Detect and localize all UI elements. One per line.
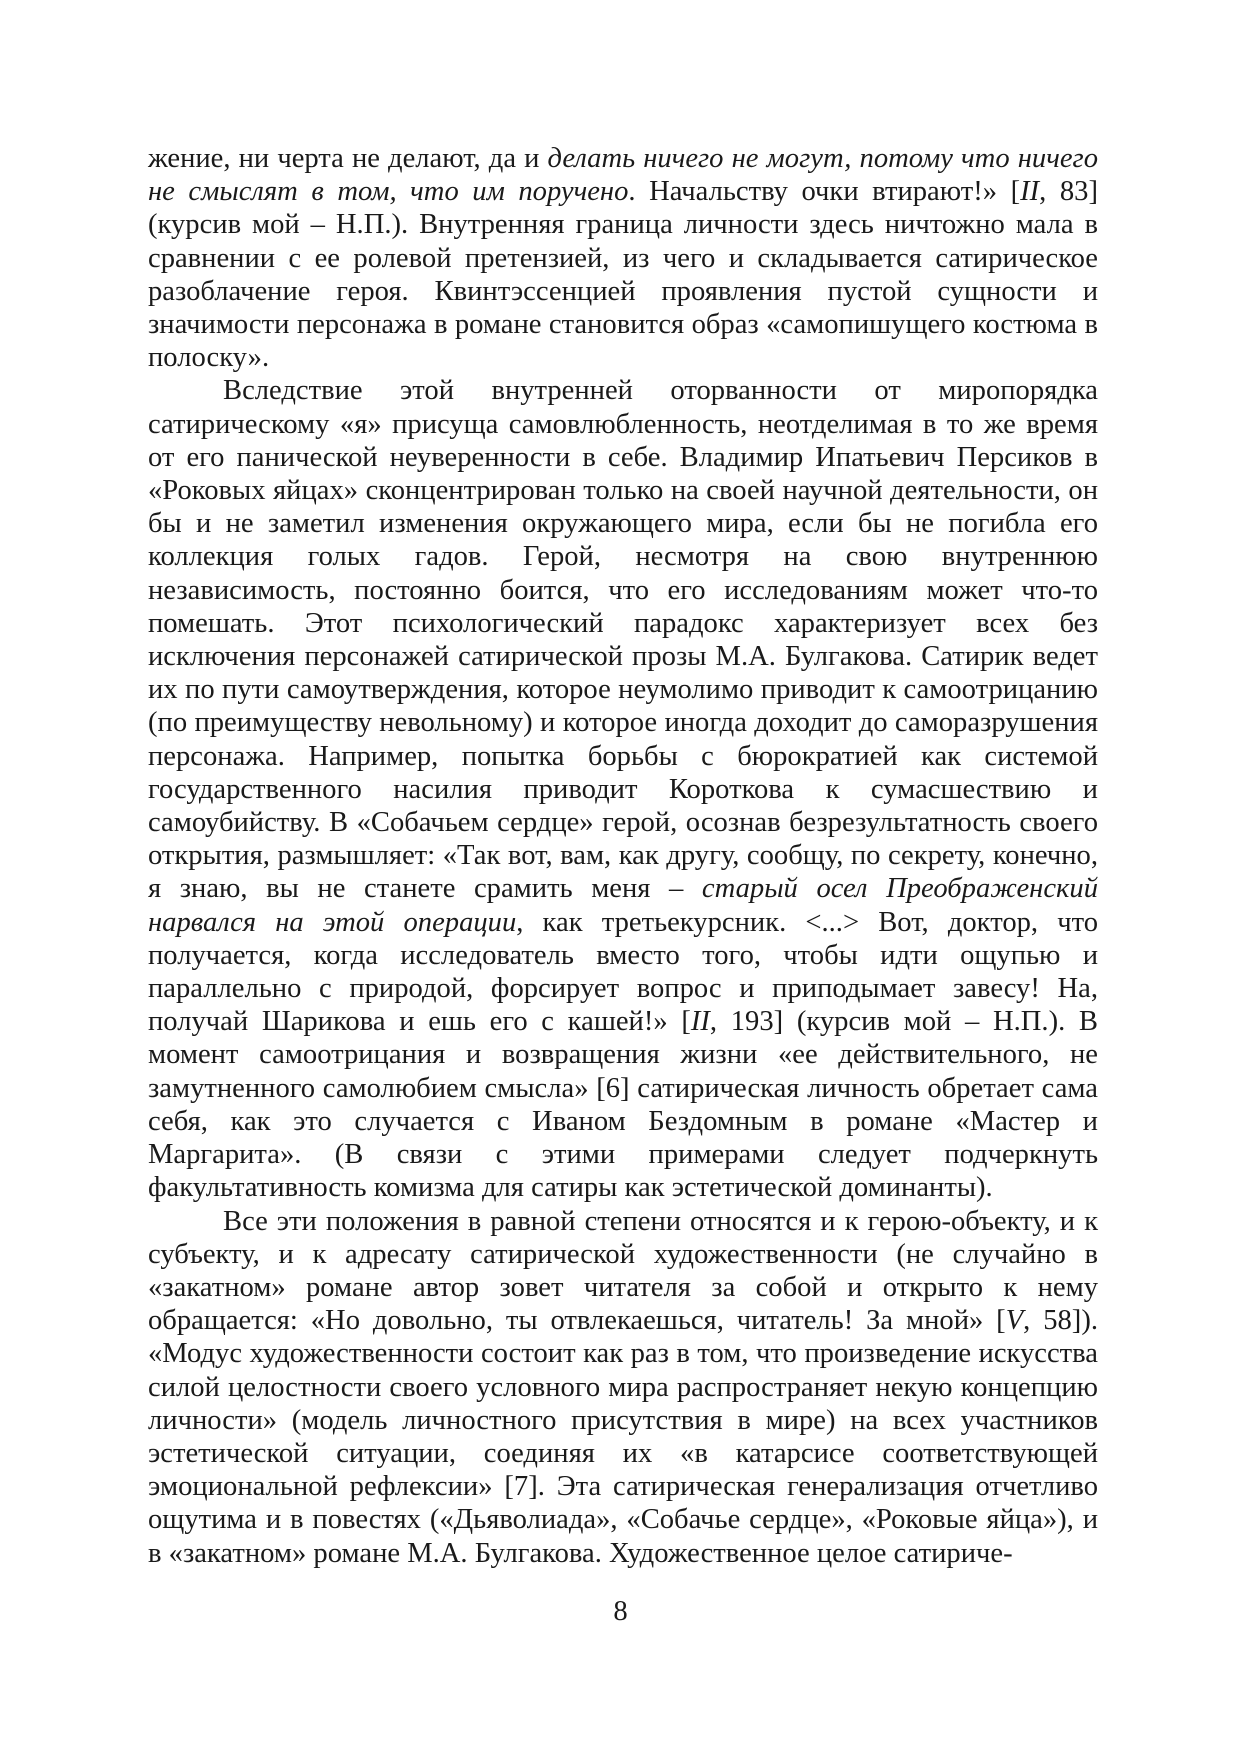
p1-span-3: . Начальству очки втирают!» [ <box>628 176 1021 208</box>
paragraph-3 <box>148 1205 1098 1570</box>
paragraph-1 <box>148 142 1098 374</box>
p2-span-4: II <box>690 1006 710 1038</box>
p2-span-3: , как третьекурсник. <...> Вот, доктор, что получается, когда исследователь вместо того, чтобы идти ощупью и параллельно с природой, форсирует вопрос и приподымает завесу! На, получай Шарикова и ешь его с кашей!» [ <box>148 906 1099 1038</box>
p2-span-1: Вследствие этой внутренней оторванности от миропорядка сатирическому «я» присуща самовлюбленность, неотделимая в то же время от его панической неуверенности в себе. Владимир Ипатьевич Персиков в «Роковых яйцах» сконцентрирован только на своей научной деятельности, он бы и не заметил изменения окружающего мира, если бы не погибла его коллекция голых гадов. Герой, несмотря на свою внутреннюю независимость, постоянно боится, что его исследованиям может что-то помешать. Этот психологический парадокс характеризует всех без исключения персонажей сатирической прозы М.А. Булгакова. Сатирик ведет их по пути самоутверждения, которое неумолимо приводит к самоотрицанию (по преимуществу невольному) и которое иногда доходит до саморазрушения персонажа. Например, попытка борьбы с бюрократией как системой государственного насилия приводит Короткова к сумасшествию и самоубийству. В «Собачьем сердце» герой, осознав безрезультатность своего открытия, размышляет: «Так вот, вам, как другу, сообщу, по секрету, конечно, я знаю, вы не станете срамить меня – <box>148 375 1098 905</box>
page-number: 8 <box>613 1596 628 1627</box>
p3-span-1: Все эти положения в равной степени относятся и к герою-объекту, и к субъекту, и к адресату сатирической художественности (не случайно в «закатном» романе автор зовет читателя за собой и открыто к нему обращается: «Но довольно, ты отвлекаешься, читатель! За мной» [ <box>148 1205 1098 1337</box>
p1-span-5: , 83] (курсив мой – Н.П.). Внутренняя граница личности здесь ничтожно мала в сравнении с ее ролевой претензией, из чего и складывается сатирическое разоблачение героя. Квинтэссенцией проявления пустой сущности и значимости персонажа в романе становится образ «самопишущего костюма в полоску». <box>148 176 1098 374</box>
p2-span-2: старый осел Преображенский нарвался на этой операции <box>148 873 1098 938</box>
p1-span-4: II <box>1020 176 1040 208</box>
p3-span-3: , 58]). «Модус художественности состоит как раз в том, что произведение искусства силой целостности своего условного мира распространяет некую концепцию личности» (модель личностного присутствия в мире) на всех участников эстетической ситуации, соединяя их «в катарсисе соответствующей эмоциональной рефлексии» [7]. Эта сатирическая генерализация отчетливо ощутима и в повестях («Дьяволиада», «Собачье сердце», «Роковые яйца»), и в «закатном» романе М.А. Булгакова. Художественное целое сатириче- <box>148 1305 1098 1569</box>
p1-span-1: жение, ни черта не делают, да и <box>148 143 548 174</box>
p2-span-5: , 193] (курсив мой – Н.П.). В момент самоотрицания и возвращения жизни «ее действительного, не замутненного самолюбием смысла» [6] сатирическая личность обретает сама себя, как это случается с Иваном Бездомным в романе «Мастер и Маргарита». (В связи с этими примерами следует подчеркнуть факультативность комизма для сатиры как эстетической доминанты). <box>148 1006 1098 1204</box>
p1-span-2: делать ничего не могут, потому что ничего не смыслят в том, что им поручено <box>148 143 1098 208</box>
p3-span-2: V <box>1005 1305 1024 1337</box>
paragraph-2 <box>148 374 1098 1204</box>
page-body <box>148 142 1098 1570</box>
